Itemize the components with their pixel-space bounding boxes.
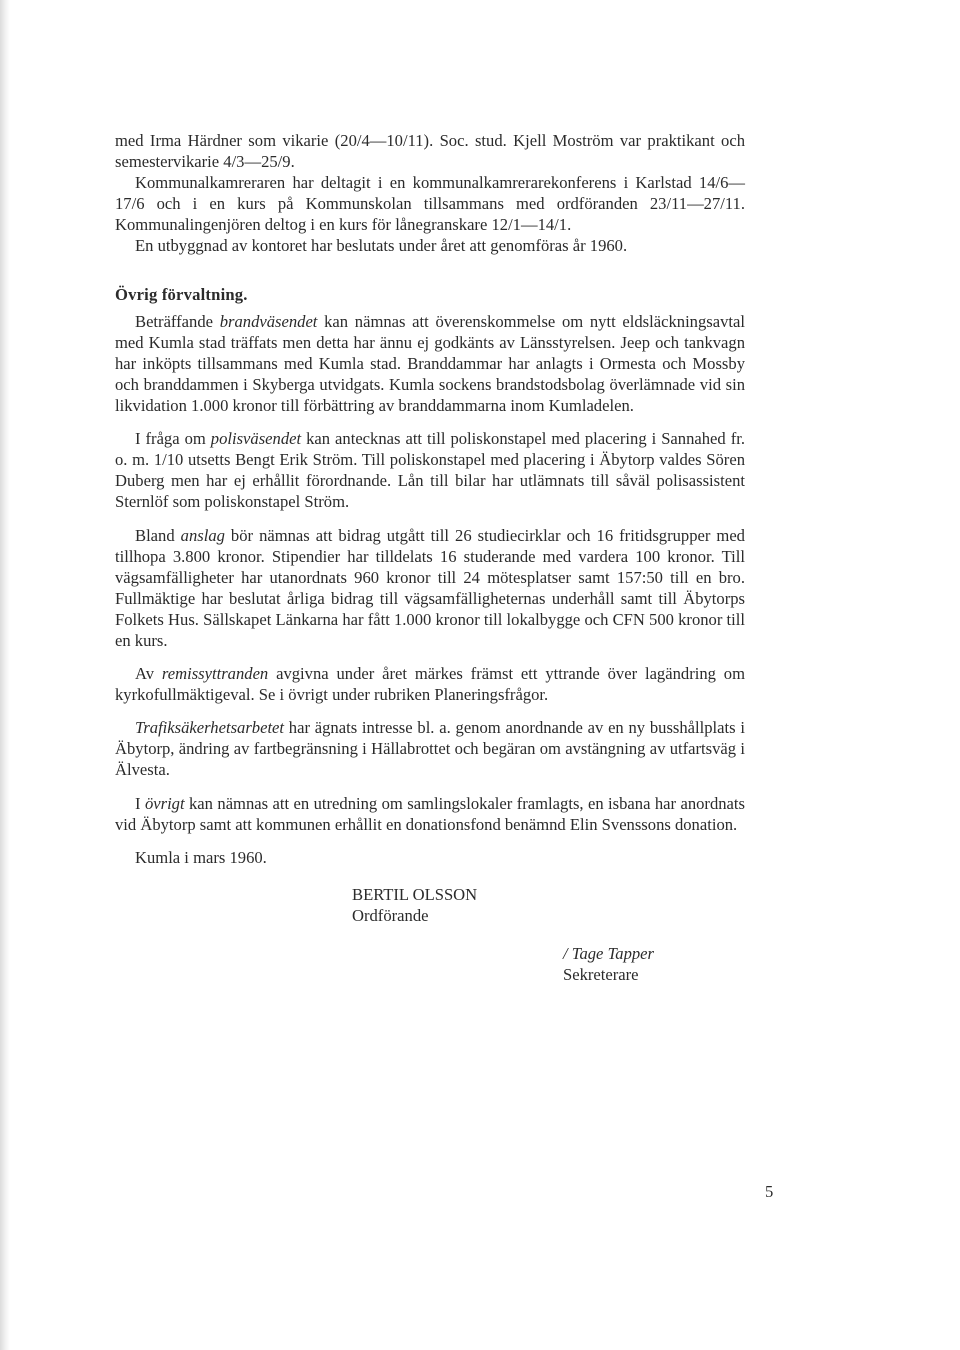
paragraph-traffic-safety: Trafiksäkerhetsarbetet har ägnats intresse bl. a. genom anordnande av en ny busshållplats i Äbytorp, ändring av fartbegränsning i Hällabrottet och begäran om avstängning av utfartsväg i Älvesta.	[115, 718, 745, 780]
term-anslag: anslag	[180, 525, 225, 545]
chair-name: BERTIL OLSSON	[352, 884, 478, 904]
term-trafiksakerhetsarbetet: Trafiksäkerhetsarbetet	[135, 718, 285, 738]
section-heading: Övrig förvaltning.	[115, 284, 248, 304]
paragraph-fire-service: Beträffande brandväsendet kan nämnas att överenskommelse om nytt eldsläckningsavtal med Kumla stad träffats men detta har ännu ej godkänts av Länsstyrelsen. Jeep och tankvagn har inköpts tillsammans med Kumla stad. Branddammar har anlagts i Ormesta och Mossby och branddammen i Skyberga utvidgats. Kumla sockens brandstodsbolag överlämnade vid sin likvidation 1.000 kronor till förbättring av branddammarna inom Kumladelen.	[115, 311, 745, 416]
chair-signature-block	[352, 884, 745, 926]
document-page	[115, 130, 745, 985]
paragraph-office-expansion: En utbyggnad av kontoret har beslutats under året att genomföras år 1960.	[135, 236, 628, 256]
scan-edge	[0, 0, 10, 1350]
term-polisvasendet: polisväsendet	[210, 429, 302, 449]
page-number: 5	[765, 1182, 774, 1201]
paragraph-grants: Bland anslag bör nämnas att bidrag utgått till 26 studiecirklar och 16 fritidsgrupper med tillhopa 3.800 kronor. Stipendier har tilldelats 16 studerande med vardera 100 kronor. Till vägsamfälligheter har utanordnats 960 kronor till 24 mötesplatser samt 157:50 till en bro. Fullmäktige har beslutat årliga bidrag till vägsamfälligheternas underhåll samt till Äbytorps Folkets Hus. Sällskapet Länkarna har fått 1.000 kronor till lokalbygge och CFN 500 kronor till en kurs.	[115, 525, 745, 650]
paragraph-training: Kommunalkamreraren har deltagit i en kommunalkamrerarekonferens i Karlstad 14/6—17/6 och i en kurs på Kommunskolan tillsammans med ordföranden 23/11—27/11. Kommunalingenjören deltog i en kurs för lånegranskare 12/1—14/1.	[115, 173, 745, 235]
secretary-name: / Tage Tapper	[563, 943, 654, 963]
paragraph-referrals: Av remissyttranden avgivna under året märkes främst ett yttrande över lagändring om kyrkofullmäktigeval. Se i övrigt under rubriken Planeringsfrågor.	[115, 664, 745, 705]
place-date: Kumla i mars 1960.	[135, 847, 267, 867]
secretary-title: Sekreterare	[563, 964, 639, 984]
term-remissyttranden: remissyttranden	[161, 664, 269, 684]
secretary-signature-block	[563, 943, 745, 985]
paragraph-other: I övrigt kan nämnas att en utredning om samlingslokaler framlagts, en isbana har anordnats vid Äbytorp samt att kommunen erhållit en donationsfond benämnd Elin Svenssons donation.	[115, 793, 745, 834]
term-ovrigt: övrigt	[144, 793, 185, 813]
term-brandvasendet: brandväsendet	[219, 311, 318, 331]
paragraph-staff: med Irma Härdner som vikarie (20/4—10/11). Soc. stud. Kjell Moström var praktikant och semestervikarie 4/3—25/9.	[115, 131, 745, 172]
paragraph-police: I fråga om polisväsendet kan antecknas att till poliskonstapel med placering i Sannahed fr. o. m. 1/10 utsetts Bengt Erik Ström. Till poliskonstapel med placering i Äbytorp valdes Sören Duberg men har ej erhållit förordnande. Lån till bilar har utlämnats till såväl polisassistent Sternlöf som poliskonstapel Ström.	[115, 429, 745, 512]
chair-title: Ordförande	[352, 905, 429, 925]
